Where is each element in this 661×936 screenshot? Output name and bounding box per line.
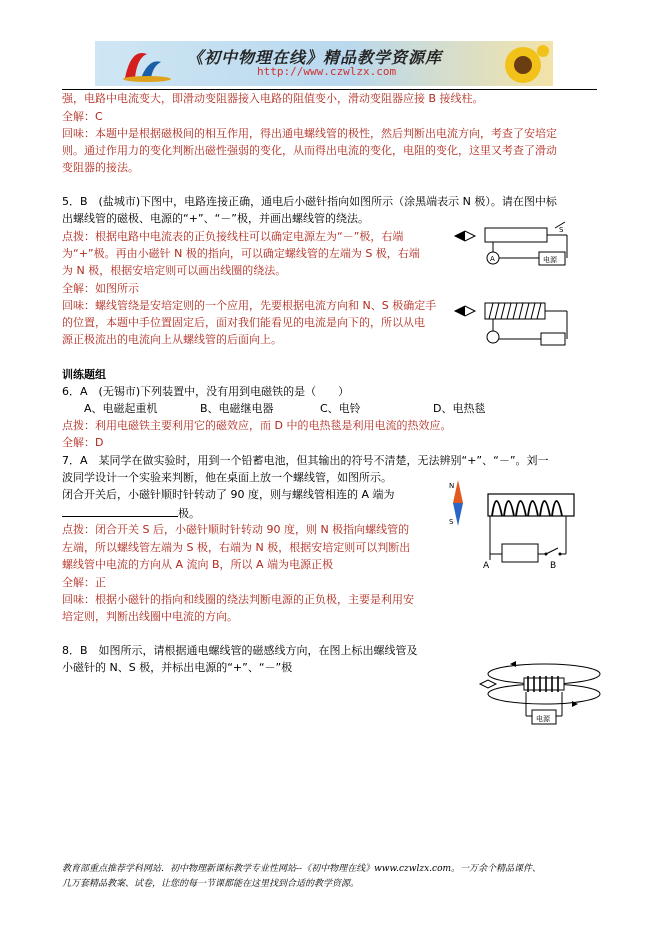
q7-fig-n-label: N bbox=[449, 482, 455, 490]
q5-tip-2: 为“+”极。再由小磁针 N 极的指向，可以确定螺线管的左端为 S 极，右端 bbox=[62, 247, 420, 260]
q6-option-c: C、电铃 bbox=[320, 402, 361, 415]
q5-circuit-figure bbox=[455, 222, 585, 272]
q8-stem-2: 小磁针的 N、S 极，并标出电源的“+”、“－”极 bbox=[62, 661, 293, 674]
banner-title: 《初中物理在线》精品教学资源库 bbox=[187, 48, 443, 67]
switch-icon bbox=[546, 548, 558, 554]
q4-review-2: 则。通过作用力的变化判断出磁性强弱的变化，从而得出电流的变化，电阻的变化，这里又考查了滑动 bbox=[62, 144, 557, 157]
logo-icon bbox=[117, 44, 177, 84]
q8-magnetic-field-figure bbox=[480, 650, 605, 730]
sunflower-icon bbox=[495, 43, 551, 85]
q5-review-1: 回味：螺线管绕是安培定则的一个应用，先要根据电流方向和 N、S 极确定手 bbox=[62, 299, 437, 312]
q5-tip-1: 点拨：根据电路中电流表的正负接线柱可以确定电源左为“－”极，右端 bbox=[62, 230, 404, 243]
q4-text: 强，电路中电流变大，即滑动变阻器接入电路的阻值变小，滑动变阻器应接 B 接线柱。 bbox=[62, 92, 484, 105]
q7-stem-2: 波同学设计一个实验来判断，他在桌面上放一个螺线管，如图所示。 bbox=[62, 471, 392, 484]
q7-stem-3: 闭合开关后，小磁针顺时针转动了 90 度，则与螺线管相连的 A 端为 bbox=[62, 488, 395, 501]
q7-compass-figure bbox=[448, 478, 468, 528]
q6-tip: 点拨：利用电磁铁主要利用它的磁效应，而 D 中的电热毯是利用电流的热效应。 bbox=[62, 419, 452, 432]
q6-option-b: B、电磁继电器 bbox=[200, 402, 274, 415]
banner-url[interactable]: http://www.czwlzx.com bbox=[257, 65, 397, 78]
q8-stem-1: 8．B 如图所示，请根据通电螺线管的磁感线方向，在图上标出螺线管及 bbox=[62, 644, 418, 657]
compass-needle-icon bbox=[480, 680, 496, 688]
q7-stem-1: 7．A 某同学在做实验时，用到一个铅蓄电池，但其输出的符号不清楚，无法辨别“+”、“－”。刘一 bbox=[62, 454, 549, 467]
q7-tip-3: 螺线管中电流的方向从 A 流向 B，所以 A 端为电源正极 bbox=[62, 558, 334, 571]
q7-fig-a-label: A bbox=[483, 561, 490, 571]
q7-tip-1: 点拨：闭合开关 S 后，小磁针顺时针转动 90 度，则 N 极指向螺线管的 bbox=[62, 523, 410, 536]
q7-tip-2: 左端，所以螺线管左端为 S 极，右端为 N 极，根据安培定则可以判断出 bbox=[62, 541, 411, 554]
q7-stem-4: 极。 bbox=[62, 506, 200, 521]
q4-review-3: 变阻器的接法。 bbox=[62, 161, 139, 174]
q7-fig-b-label: B bbox=[550, 561, 557, 571]
q5-review-3: 源正极流出的电流向上从螺线管的后面向上。 bbox=[62, 333, 282, 346]
q5-stem-2: 出螺线管的磁极、电源的“+”、“－”极，并画出螺线管的绕法。 bbox=[62, 212, 370, 225]
q6-option-d: D、电热毯 bbox=[433, 402, 486, 415]
svg-text:A: A bbox=[490, 255, 495, 263]
header-divider bbox=[62, 89, 597, 90]
q5-review-2: 的位置，本题中手位置固定后，面对我们能看见的电流是向下的，所以从电 bbox=[62, 316, 425, 329]
q7-answer: 全解：正 bbox=[62, 576, 106, 589]
battery-box bbox=[502, 544, 538, 562]
q6-answer: 全解：D bbox=[62, 436, 104, 449]
header-banner bbox=[95, 41, 553, 86]
q8-fig-power-label: 电源 bbox=[536, 715, 550, 723]
q5-solenoid-answer-figure bbox=[455, 299, 585, 354]
q6-option-a: A、电磁起重机 bbox=[84, 402, 158, 415]
q5-fig-s-label: S bbox=[559, 226, 564, 234]
q4-review-1: 回味：本题中是根据磁极间的相互作用，得出通电螺线管的极性，然后判断出电流方向，考查了安培定 bbox=[62, 127, 557, 140]
q7-solenoid-circuit-figure bbox=[482, 484, 582, 574]
practice-heading: 训练题组 bbox=[62, 368, 106, 381]
footer-line-2: 几万套精品教案、试卷，让您的每一节课都能在这里找到合适的教学资源。 bbox=[62, 879, 360, 889]
q5-tip-3: 为 N 极，根据安培定则可以画出线圈的绕法。 bbox=[62, 264, 287, 277]
footer-line-1: 教育部重点推荐学科网站．初中物理新课标教学专业性网站--《初中物理在线》www.czwlzx.com。一万余个精品课件、 bbox=[62, 864, 542, 874]
q5-answer: 全解：如图所示 bbox=[62, 282, 139, 295]
q5-fig-power-label: 电源 bbox=[543, 256, 557, 264]
q7-review-1: 回味：根据小磁针的指向和线圈的绕法判断电源的正负极，主要是利用安 bbox=[62, 593, 414, 606]
q6-stem: 6．A (无锡市)下列装置中，没有用到电磁铁的是（ ） bbox=[62, 385, 350, 398]
q7-answer-blank[interactable] bbox=[62, 506, 178, 517]
q4-answer: 全解：C bbox=[62, 110, 103, 123]
q7-review-2: 培定则，判断出线圈中电流的方向。 bbox=[62, 610, 238, 623]
q5-stem-1: 5．B (盐城市)下图中，电路连接正确，通电后小磁针指向如图所示（涂黑端表示 N 极）。请在图中标 bbox=[62, 195, 557, 208]
q7-fig-s-label: S bbox=[449, 518, 454, 526]
